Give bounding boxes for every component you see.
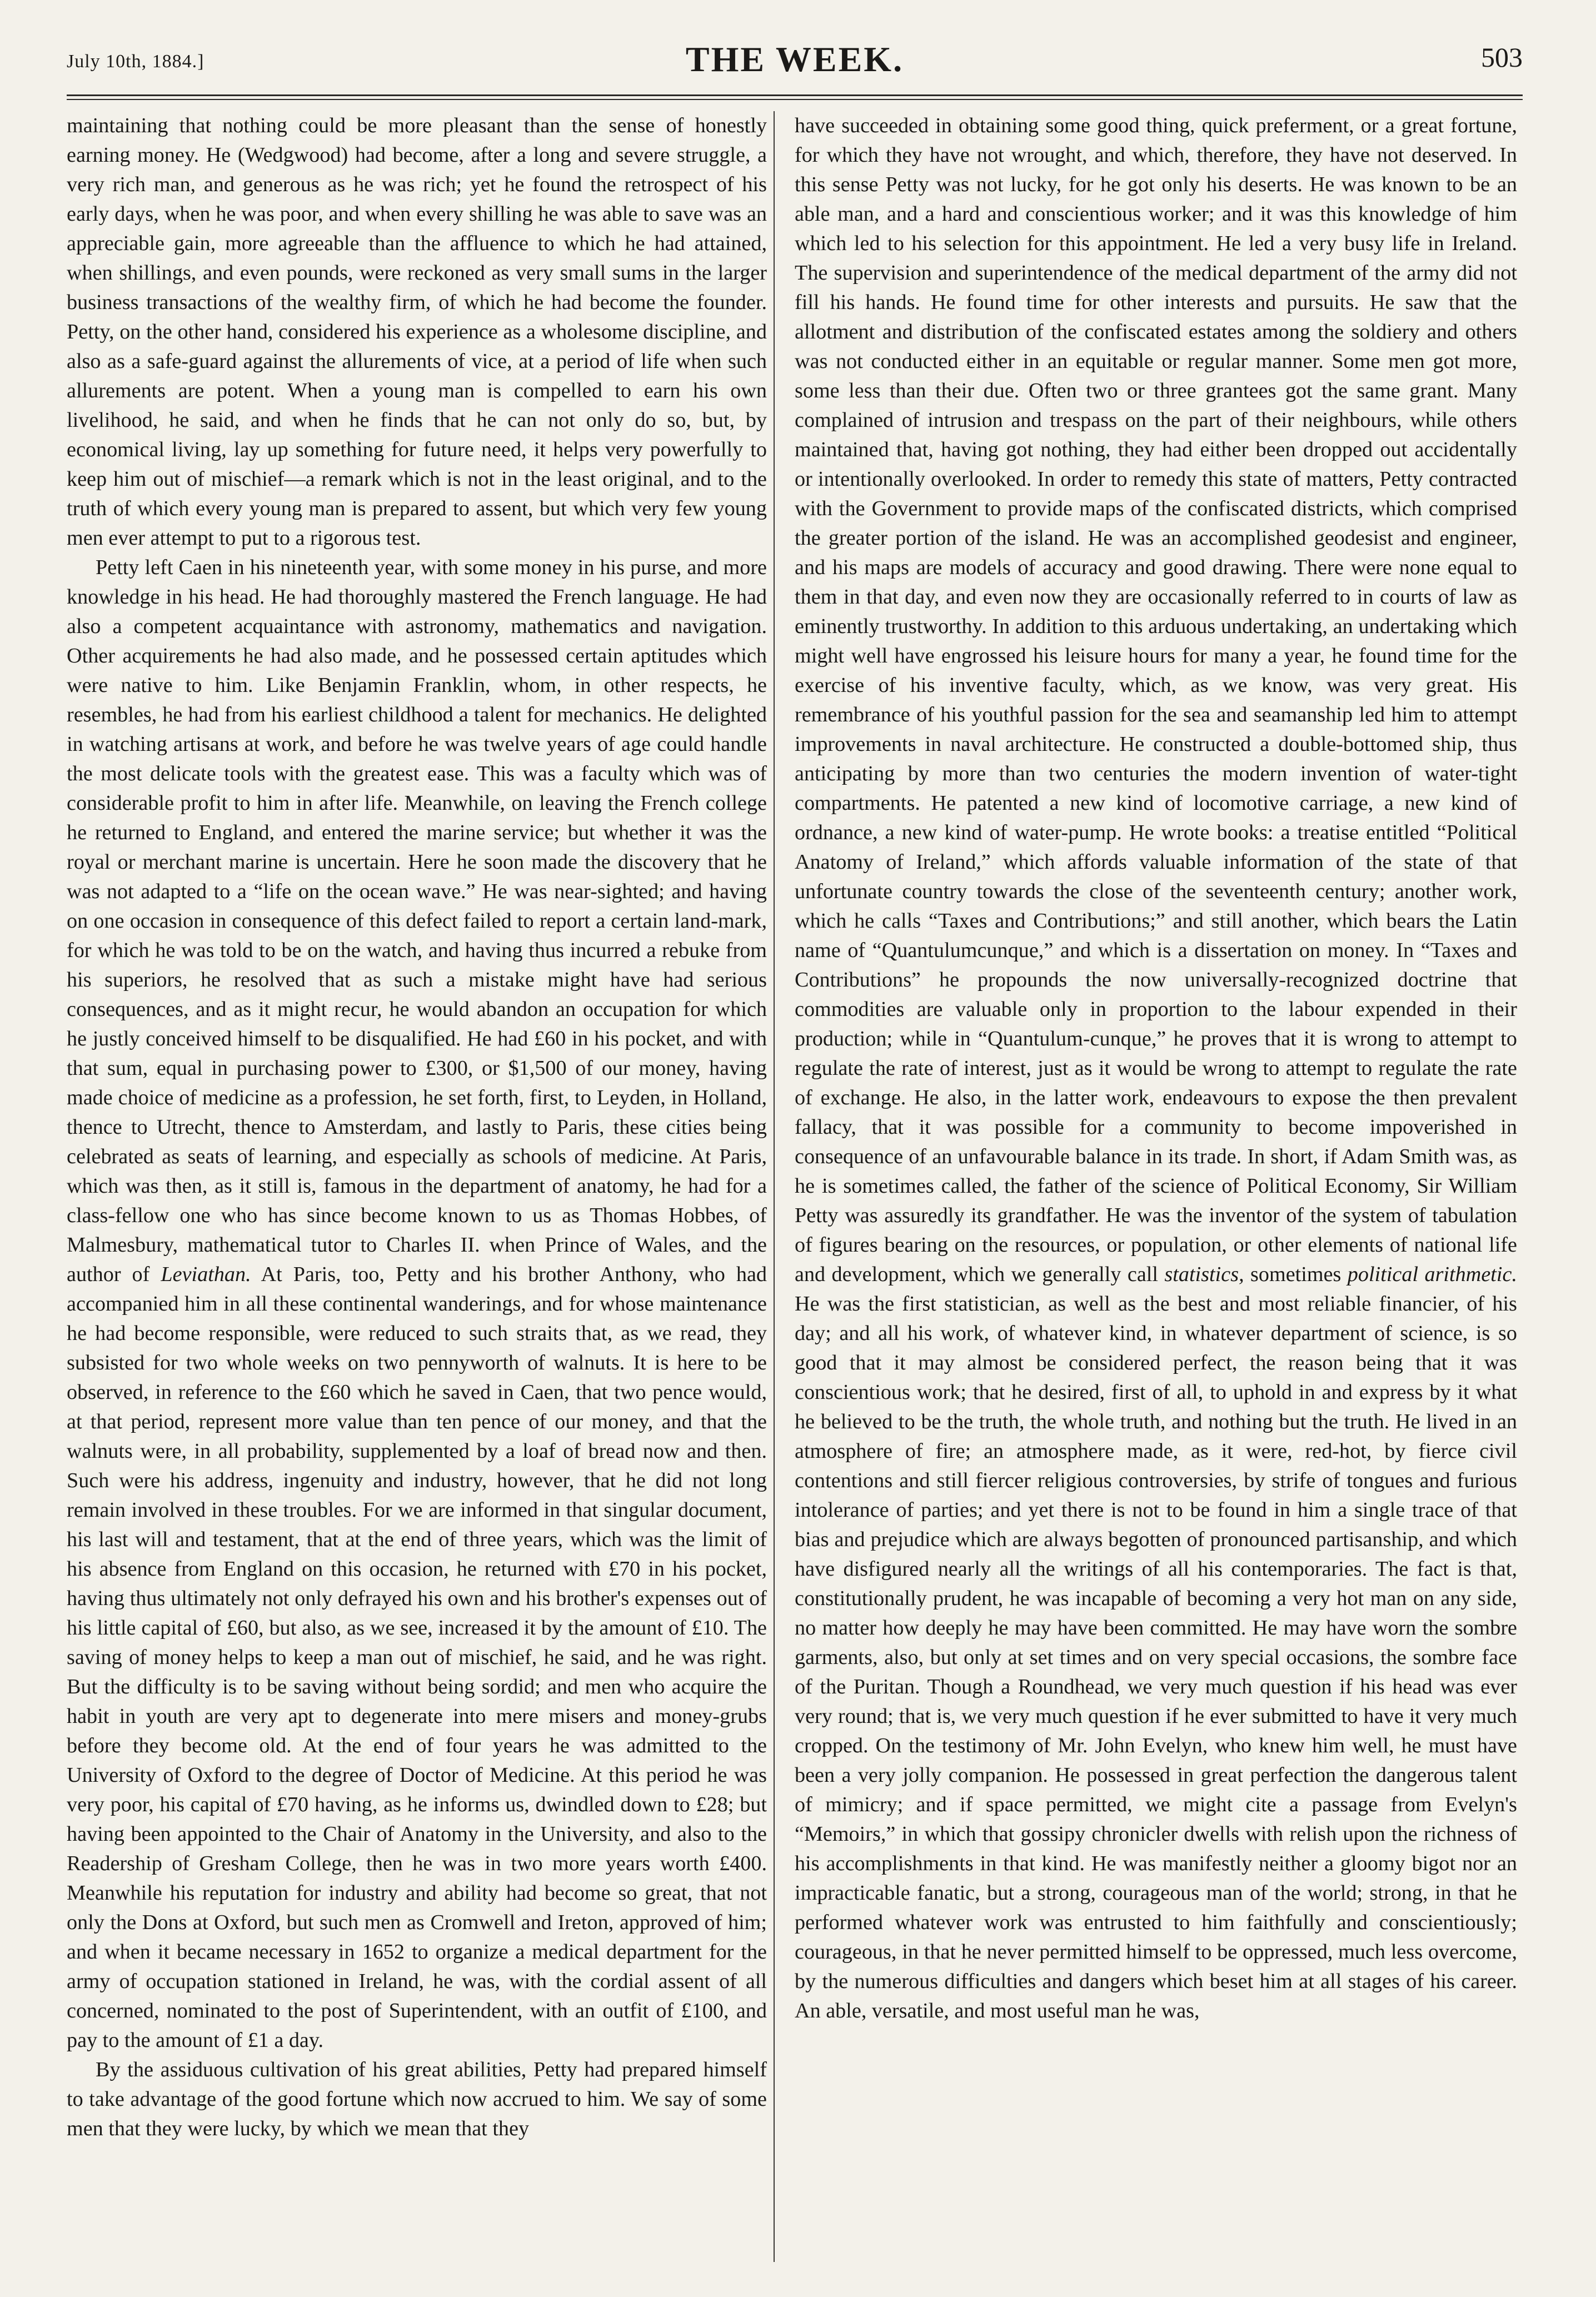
column-divider: [774, 111, 775, 2262]
paragraph-text: Petty left Caen in his nineteenth year, with some money in his purse, and more knowledge in his head. He had thoroughly mastered the French language. He had also a competent acquaintance with astronomy, mathematics and navigation. Other acquirements he had also made, and he possessed certain aptitudes which were native to him. Like Benjamin Franklin, whom, in other respects, he resembles, he had from his earliest childhood a talent for mechanics. He delighted in watching artisans at work, and before he was twelve years of age could handle the most delicate tools with the greatest ease. This was a faculty which was of considerable profit to him in after life. Meanwhile, on leaving the French college he returned to England, and entered the marine service; but whether it was the royal or merchant marine is uncertain. Here he soon made the discovery that he was not adapted to a “life on the ocean wave.” He was near-sighted; and having on one occasion in consequence of this defect failed to report a certain land-mark, for which he was told to be on the watch, and having thus incurred a rebuke from his superiors, he resolved that as such a mistake might have had serious consequences, and as it might recur, he would abandon an occupation for which he justly conceived himself to be disqualified. He had £60 in his pocket, and with that sum, equal in purchasing power to £300, or $1,500 of our money, having made choice of medicine as a profession, he set forth, first, to Leyden, in Holland, thence to Utrecht, thence to Amsterdam, and lastly to Paris, these cities being celebrated as seats of learning, and especially as schools of medicine. At Paris, which was then, as it still is, famous in the department of anatomy, he had for a class-fellow one who has since become known to us as Thomas Hobbes, of Malmesbury, mathematical tutor to Charles II. when Prince of Wales, and the author of: [67, 556, 767, 1286]
publication-title: THE WEEK.: [685, 39, 904, 79]
italic-political-arithmetic: political arithmetic.: [1347, 1263, 1517, 1286]
paragraph-text: have succeeded in obtaining some good thing, quick preferment, or a great fortune, for which they have not wrought, and which, therefore, they have not deserved. In this sense Petty was not lucky, for he got only his deserts. He was known to be an able man, and a hard and conscientious worker; and it was this knowledge of him which led to his selection for this appointment. He led a very busy life in Ireland. The supervision and superintendence of the medical department of the army did not fill his hands. He found time for other interests and pursuits. He saw that the allotment and distribution of the confiscated estates among the soldiery and others was not conducted either in an equitable or regular manner. Some men got more, some less than their due. Often two or three grantees got the same grant. Many complained of intrusion and trespass on the part of their neighbours, while others maintained that, having got nothing, they had either been dropped out accidentally or intentionally overlooked. In order to remedy this state of matters, Petty contracted with the Government to provide maps of the confiscated districts, which comprised the greater portion of the island. He was an accomplished geodesist and engineer, and his maps are models of accuracy and good drawing. There were none equal to them in that day, and even now they are occasionally referred to in courts of law as eminently trustworthy. In addition to this arduous undertaking, an undertaking which might well have engrossed his leisure hours for many a year, he found time for the exercise of his inventive faculty, which, as we know, was very great. His remembrance of his youthful passion for the sea and seamanship led him to attempt improvements in naval architecture. He constructed a double-bottomed ship, thus anticipating by more than two centuries the modern invention of water-tight compartments. He patented a new kind of locomotive carriage, a new kind of ordnance, a new kind of water-pump. He wrote books: a treatise entitled “Political Anatomy of Ireland,” which affords valuable information of the state of that unfortunate country towards the close of the seventeenth century; another work, which he calls “Taxes and Contributions;” and still another, which bears the Latin name of “Quantulumcunque,” and which is a dissertation on money. In “Taxes and Contributions” he propounds the now universally-recognized doctrine that commodities are valuable only in proportion to the labour expended in their production; while in “Quantulum-cunque,” he proves that it is wrong to attempt to regulate the rate of interest, just as it would be wrong to attempt to regulate the rate of exchange. He also, in the latter work, endeavours to expose the then prevalent fallacy, that it was possible for a community to become impoverished in consequence of an unfavourable balance in its trade. In short, if Adam Smith was, as he is sometimes called, the father of the science of Political Economy, Sir William Petty was assuredly its grandfather. He was the inventor of the system of tabulation of figures bearing on the resources, or population, or other elements of national life and development, which we generally call: [795, 114, 1517, 1286]
paragraph-text-end: He was the first statistician, as well as the best and most reliable financier, of his day; and all his work, of whatever kind, in whatever department of science, is so good that it may almost be considered perfect, the reason being that it was conscientious work; that he desired, first of all, to uphold in and express by it what he believed to be the truth, the whole truth, and nothing but the truth. He lived in an atmosphere of fire; an atmosphere made, as it were, red-hot, by fierce civil contentions and still fiercer religious controversies, by strife of tongues and furious intolerance of parties; and yet there is not to be found in him a single trace of that bias and prejudice which are always begotten of pronounced partisanship, and which have disfigured nearly all the writings of all his contemporaries. The fact is that, constitutionally prudent, he was incapable of becoming a very hot man on any side, no matter how deeply he may have been committed. He may have worn the sombre garments, also, but only at set times and on very special occasions, the sombre face of the Puritan. Though a Roundhead, we very much question if his head was ever very round; that is, we very much question if he ever submitted to have it very much cropped. On the testimony of Mr. John Evelyn, who knew him well, he must have been a very jolly companion. He possessed in great perfection the dangerous talent of mimicry; and if space permitted, we might cite a passage from Evelyn's “Memoirs,” in which that gossipy chronicler dwells with relish upon the richness of his accomplishments in that kind. He was manifestly neither a gloomy bigot nor an impracticable fanatic, but a strong, courageous man of the world; strong, in that he performed whatever work was entrusted to him faithfully and conscientiously; courageous, in that he never permitted himself to be oppressed, much less overcome, by the numerous difficulties and dangers which beset him at all stages of his career. An able, versatile, and most useful man he was,: [795, 1292, 1517, 2022]
italic-title-leviathan: Leviathan.: [161, 1263, 251, 1286]
issue-date: July 10th, 1884.]: [67, 51, 205, 72]
paragraph-wedgwood: maintaining that nothing could be more pleasant than the sense of honestly earning money. He (Wedgwood) had become, after a long and severe struggle, a very rich man, and generous as he was rich; yet he found the retrospect of his early days, when he was poor, and when every shilling he was able to save was an appreciable gain, more agreeable than the affluence to which he had attained, when shillings, and even pounds, were reckoned as very small sums in the larger business transactions of the wealthy firm, of which he had become the founder. Petty, on the other hand, considered his experience as a wholesome discipline, and also as a safe-guard against the allurements of vice, at a period of life when such allurements are potent. When a young man is compelled to earn his own livelihood, he said, and when he finds that he can not only do so, but, by economical living, lay up something for future need, it helps very powerfully to keep him out of mischief—a remark which is not in the least original, and to the truth of which every young man is prepared to assent, but which very few young men ever attempt to put to a rigorous test.: [67, 114, 767, 550]
right-column: [795, 111, 1517, 2026]
paragraph-text-cont: At Paris, too, Petty and his brother Anthony, who had accompanied him in all these continental wanderings, and for whose maintenance he had become responsible, were reduced to such straits that, as we read, they subsisted for two whole weeks on two pennyworth of walnuts. It is here to be observed, in reference to the £60 which he saved in Caen, that two pence would, at that period, represent more value than ten pence of our money, and that the walnuts were, in all probability, supplemented by a loaf of bread now and then. Such were his address, ingenuity and industry, however, that he did not long remain involved in these troubles. For we are informed in that singular document, his last will and testament, that at the end of three years, which was the limit of his absence from England on this occasion, he returned with £70 in his pocket, having thus ultimately not only defrayed his own and his brother's expenses out of his little capital of £60, but also, as we see, increased it by the amount of £10. The saving of money helps to keep a man out of mischief, he said, and he was right. But the difficulty is to be saving without being sordid; and men who acquire the habit in youth are very apt to degenerate into mere misers and money-grubs before they become old. At the end of four years he was admitted to the University of Oxford to the degree of Doctor of Medicine. At this period he was very poor, his capital of £70 having, as he informs us, dwindled down to £28; but having been appointed to the Chair of Anatomy in the University, and also to the Readership of Gresham College, then he was in two more years worth £400. Meanwhile his reputation for industry and ability had become so great, that not only the Dons at Oxford, but such men as Cromwell and Ireton, approved of him; and when it became necessary in 1652 to organize a medical department for the army of occupation stationed in Ireland, he was, with the cordial assent of all concerned, nominated to the post of Superintendent, with an outfit of £100, and pay to the amount of £1 a day.: [67, 1263, 767, 2052]
header-rule-double: [67, 99, 1523, 100]
paragraph-text-cont: sometimes: [1244, 1263, 1341, 1286]
paragraph-petty-caen: [67, 553, 767, 2055]
paragraph-ireland: [795, 111, 1517, 2026]
page-number: 503: [1481, 42, 1523, 73]
italic-statistics: statistics,: [1164, 1263, 1244, 1286]
paragraph-assiduous: By the assiduous cultivation of his great abilities, Petty had prepared himself to take advantage of the good fortune which now accrued to him. We say of some men that they were lucky, by which we mean that they: [67, 2058, 767, 2140]
header-rule: [67, 94, 1523, 96]
left-column: [67, 111, 767, 2144]
page-header: [67, 22, 1523, 94]
